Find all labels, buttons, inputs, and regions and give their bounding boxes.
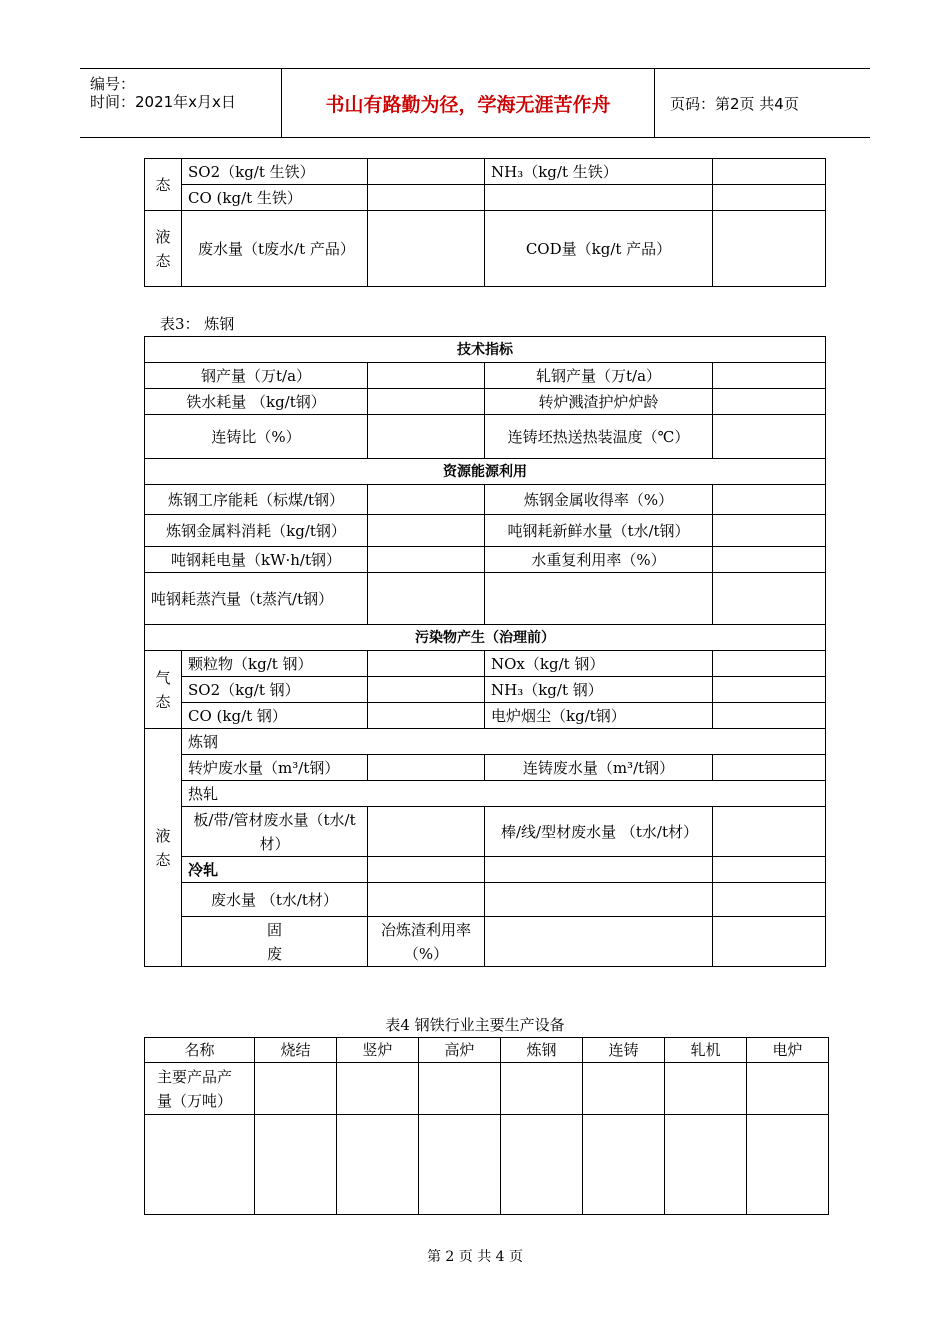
table-cell <box>485 573 713 625</box>
subsection-label: 炼钢 <box>182 729 826 755</box>
state-label: 态 <box>145 159 182 211</box>
state-label: 液 态 <box>145 211 182 287</box>
page-header <box>80 68 870 138</box>
value-cell <box>337 1063 419 1115</box>
table2-continuation <box>144 158 826 287</box>
document-number: 编号： <box>90 75 136 93</box>
value-cell <box>583 1063 665 1115</box>
table-cell: 转炉废水量（m³/t钢） <box>182 755 368 781</box>
table-cell: 炼钢金属料消耗（kg/t钢） <box>145 515 368 547</box>
value-cell <box>419 1063 501 1115</box>
value-cell <box>665 1063 747 1115</box>
table-cell: 钢产量（万t/a） <box>145 363 368 389</box>
value-cell <box>368 415 485 459</box>
table-cell: 吨钢耗蒸汽量（t蒸汽/t钢） <box>145 573 368 625</box>
subsection-label: 热轧 <box>182 781 826 807</box>
value-cell <box>713 485 826 515</box>
document-date: 时间：2021年x月x日 <box>90 93 236 111</box>
value-cell <box>368 185 485 211</box>
table-cell: 电炉烟尘（kg/t钢） <box>485 703 713 729</box>
liquid-state-label: 液 态 <box>145 729 182 967</box>
column-header: 名称 <box>145 1038 255 1063</box>
table-cell: 连铸比（%） <box>145 415 368 459</box>
value-cell <box>368 857 485 883</box>
gas-state-label: 气 态 <box>145 651 182 729</box>
column-header: 高炉 <box>419 1038 501 1063</box>
table3-caption: 表3： 炼钢 <box>160 315 235 333</box>
value-cell <box>368 389 485 415</box>
value-cell <box>368 485 485 515</box>
section-header-tech: 技术指标 <box>145 337 826 363</box>
value-cell <box>485 917 713 967</box>
value-cell <box>713 389 826 415</box>
header-motto: 书山有路勤为径，学海无涯苦作舟 <box>281 69 655 137</box>
table-cell: 冶炼渣利用率（%） <box>368 917 485 967</box>
value-cell <box>501 1115 583 1215</box>
table-cell: 颗粒物（kg/t 钢） <box>182 651 368 677</box>
value-cell <box>747 1063 829 1115</box>
value-cell <box>713 857 826 883</box>
table-cell: CO (kg/t 钢） <box>182 703 368 729</box>
table-cell: 板/带/管材废水量（t水/t材） <box>182 807 368 857</box>
header-page-number <box>664 69 870 137</box>
value-cell <box>665 1115 747 1215</box>
table-cell <box>713 917 826 967</box>
value-cell <box>368 515 485 547</box>
value-cell <box>713 677 826 703</box>
table-cell: 转炉溅渣护炉炉龄 <box>485 389 713 415</box>
subsection-label: 冷轧 <box>182 857 368 883</box>
table-cell: 炼钢工序能耗（标煤/t钢） <box>145 485 368 515</box>
page-indicator: 页码：第2页 共4页 <box>670 94 799 113</box>
value-cell <box>368 573 485 625</box>
value-cell <box>368 677 485 703</box>
value-cell <box>255 1063 337 1115</box>
table-cell <box>485 883 713 917</box>
table-cell: 连铸坯热送热装温度（℃） <box>485 415 713 459</box>
section-header-energy: 资源能源利用 <box>145 459 826 485</box>
value-cell <box>713 515 826 547</box>
value-cell <box>368 547 485 573</box>
table-cell: 轧钢产量（万t/a） <box>485 363 713 389</box>
value-cell <box>368 703 485 729</box>
value-cell <box>713 185 826 211</box>
value-cell <box>368 807 485 857</box>
value-cell <box>368 363 485 389</box>
table-cell: 废水量（t废水/t 产品） <box>182 211 368 287</box>
table3-steelmaking <box>144 336 826 967</box>
value-cell <box>145 1115 255 1215</box>
section-header-pollution: 污染物产生（治理前） <box>145 625 826 651</box>
table-cell: SO2（kg/t 生铁） <box>182 159 368 185</box>
value-cell <box>713 573 826 625</box>
table-cell: 连铸废水量（m³/t钢） <box>485 755 713 781</box>
value-cell <box>501 1063 583 1115</box>
table4-caption: 表4 钢铁行业主要生产设备 <box>385 1016 565 1034</box>
table-cell: CO (kg/t 生铁） <box>182 185 368 211</box>
value-cell <box>419 1115 501 1215</box>
column-header: 竖炉 <box>337 1038 419 1063</box>
value-cell <box>368 211 485 287</box>
column-header: 炼钢 <box>501 1038 583 1063</box>
value-cell <box>713 547 826 573</box>
column-header: 轧机 <box>665 1038 747 1063</box>
value-cell <box>713 703 826 729</box>
table-cell: 废水量 （t水/t材） <box>182 883 368 917</box>
value-cell <box>368 883 485 917</box>
value-cell <box>713 807 826 857</box>
value-cell <box>713 883 826 917</box>
column-header: 连铸 <box>583 1038 665 1063</box>
value-cell <box>255 1115 337 1215</box>
table-cell: NOx（kg/t 钢） <box>485 651 713 677</box>
value-cell <box>713 415 826 459</box>
value-cell <box>368 159 485 185</box>
row-label: 主要产品产量（万吨） <box>145 1063 255 1115</box>
solid-state-label: 固 废 <box>182 917 368 967</box>
table-cell: 水重复利用率（%） <box>485 547 713 573</box>
table4-equipment <box>144 1037 829 1215</box>
value-cell <box>713 363 826 389</box>
table-cell: 吨钢耗新鲜水量（t水/t钢） <box>485 515 713 547</box>
page-footer: 第 2 页 共 4 页 <box>426 1249 524 1265</box>
table-cell: 吨钢耗电量（kW·h/t钢） <box>145 547 368 573</box>
column-header: 电炉 <box>747 1038 829 1063</box>
table-cell: 铁水耗量 （kg/t钢） <box>145 389 368 415</box>
table-cell: 炼钢金属收得率（%） <box>485 485 713 515</box>
value-cell <box>713 211 826 287</box>
value-cell <box>713 651 826 677</box>
table-cell: 棒/线/型材废水量 （t水/t材） <box>485 807 713 857</box>
column-header: 烧结 <box>255 1038 337 1063</box>
value-cell <box>713 159 826 185</box>
table-cell: NH₃（kg/t 生铁） <box>485 159 713 185</box>
value-cell <box>713 755 826 781</box>
value-cell <box>337 1115 419 1215</box>
value-cell <box>368 651 485 677</box>
value-cell <box>368 755 485 781</box>
table-cell <box>485 857 713 883</box>
table-cell: SO2（kg/t 钢） <box>182 677 368 703</box>
value-cell <box>747 1115 829 1215</box>
header-meta <box>80 69 280 137</box>
table-cell: COD量（kg/t 产品） <box>485 211 713 287</box>
table-cell: NH₃（kg/t 钢） <box>485 677 713 703</box>
table-cell <box>485 185 713 211</box>
value-cell <box>583 1115 665 1215</box>
